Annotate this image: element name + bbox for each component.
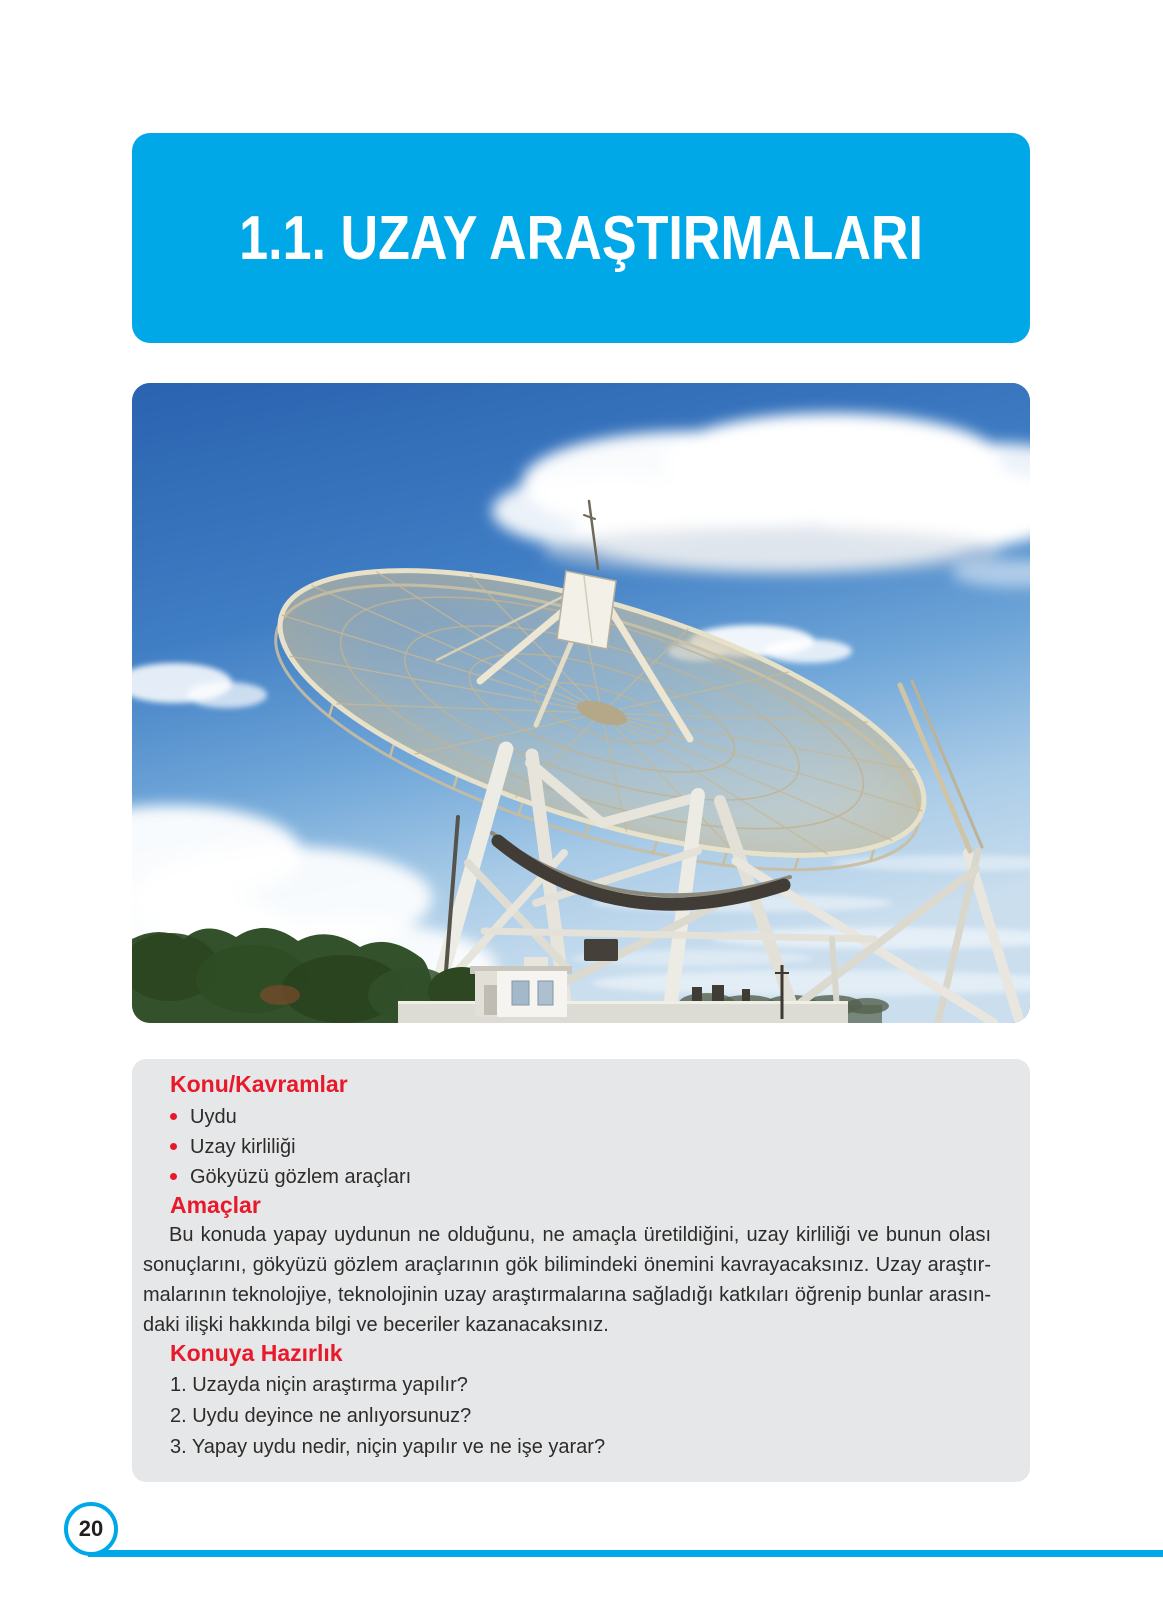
list-item: [170, 1162, 992, 1192]
preparation-questions: [170, 1370, 992, 1463]
feed-cabin: [557, 571, 616, 649]
paragraph-line: daki ilişki hakkında bilgi ve beceriler kazanacaksınız.: [143, 1314, 609, 1336]
concepts-heading: Konu/Kavramlar: [170, 1071, 348, 1097]
goals-heading: Amaçlar: [170, 1192, 261, 1218]
section-header-banner: [132, 133, 1030, 343]
question-item: 2. Uydu deyince ne anlıyorsunuz?: [170, 1405, 472, 1427]
radio-telescope-photo: [132, 383, 1030, 1023]
window: [538, 981, 553, 1005]
topic-overview-box: [132, 1059, 1030, 1482]
paragraph-line: sonuçlarını, gökyüzü gözlem araçlarının gök bilimindeki önemini kavrayacaksınız. Uzay araştır-: [143, 1254, 991, 1276]
page-number: 20: [78, 1516, 104, 1541]
footer-rule: [88, 1550, 1163, 1557]
door: [484, 985, 497, 1015]
question-item: 1. Uzayda niçin araştırma yapılır?: [170, 1374, 468, 1396]
preparation-heading: Konuya Hazırlık: [170, 1340, 343, 1366]
section-title: 1.1. UZAY ARAŞTIRMALARI: [239, 203, 923, 273]
paragraph-line: Bu konuda yapay uydunun ne olduğunu, ne amaçla üretildiğini, uzay kirliliği ve bunun olası: [169, 1224, 991, 1246]
bullet-icon: [170, 1113, 177, 1120]
drive-motor: [584, 939, 618, 961]
list-item: [170, 1132, 992, 1162]
radio-telescope-illustration: [132, 383, 1030, 1023]
concept-label: Uzay kirliliği: [190, 1136, 296, 1158]
paragraph-line: malarının teknolojiye, teknolojinin uzay araştırmalarına sağladığı katkıları öğrenip bunlar arasın-: [143, 1284, 991, 1306]
bullet-icon: [170, 1143, 177, 1150]
bullet-icon: [170, 1173, 177, 1180]
question-item: 3. Yapay uydu nedir, niçin yapılır ve ne işe yarar?: [170, 1436, 606, 1458]
window: [512, 981, 529, 1005]
concept-label: Gökyüzü gözlem araçları: [190, 1166, 412, 1188]
page-number-badge: [64, 1502, 118, 1556]
concept-label: Uydu: [190, 1106, 237, 1128]
list-item: [170, 1102, 992, 1132]
goals-paragraph: [143, 1220, 991, 1340]
concepts-list: [170, 1102, 992, 1192]
